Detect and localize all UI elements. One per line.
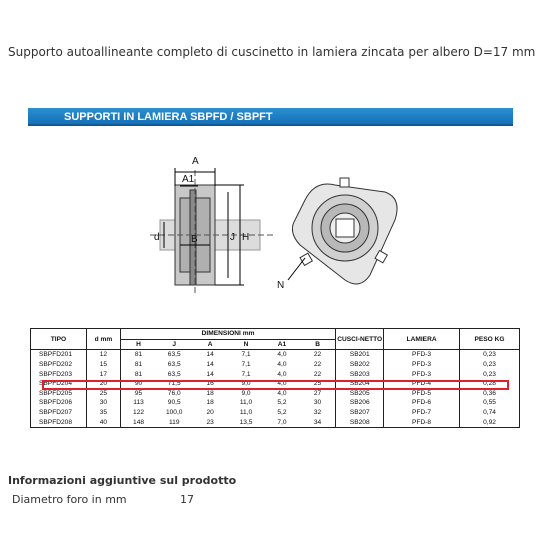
cell-a: 14 <box>206 370 214 378</box>
cell-n: 7,1 <box>241 351 251 359</box>
label-a: A <box>192 156 199 167</box>
specifications-table <box>30 328 520 428</box>
cell-a1: 4,0 <box>277 380 287 388</box>
label-h: H <box>242 232 250 243</box>
technical-drawing <box>140 150 400 300</box>
cell-a1: 4,0 <box>277 361 287 369</box>
subheader-j: J <box>156 339 192 350</box>
cell-j: 119 <box>156 417 192 427</box>
label-j: J <box>230 232 235 243</box>
cell-d: 25 <box>86 389 120 399</box>
cell-d: 17 <box>86 369 120 379</box>
cell-d: 35 <box>86 408 120 418</box>
cell-d: 20 <box>86 379 120 389</box>
page-title: Supporto autoallineante completo di cuscinetto in lamiera zincata per albero D=17 mm <box>8 45 536 59</box>
cell-cuscinetto: SB207 <box>336 408 384 418</box>
cell-h: 90 <box>134 380 143 388</box>
info-title: Informazioni aggiuntive sul prodotto <box>8 474 237 487</box>
table-row <box>31 398 520 408</box>
cell-j: 63,5 <box>167 351 181 359</box>
cell-cuscinetto: SB201 <box>336 350 384 360</box>
cell-a1: 5,2 <box>277 409 287 417</box>
side-view <box>150 168 275 295</box>
cell-cuscinetto: SB208 <box>336 417 384 427</box>
cell-n: 13,5 <box>228 417 264 427</box>
subheader-a1: A1 <box>264 339 300 350</box>
label-b: B <box>191 234 198 245</box>
cell-lamiera: PFD-5 <box>384 389 460 399</box>
cell-a: 14 <box>206 361 214 369</box>
cell-a1: 5,2 <box>277 399 287 407</box>
cell-h: 122 <box>133 409 145 417</box>
cell-d: 12 <box>86 350 120 360</box>
cell-a1: 4,0 <box>277 370 287 378</box>
cell-j: 63,5 <box>167 370 181 378</box>
cell-tipo: SBPFD204 <box>31 379 87 389</box>
cell-h: 81 <box>134 370 143 378</box>
table-row <box>31 408 520 418</box>
cell-j: 76,0 <box>167 389 181 397</box>
section-banner: SUPPORTI IN LAMIERA SBPFD / SBPFT <box>28 108 513 126</box>
cell-d: 30 <box>86 398 120 408</box>
cell-tipo: SBPFD206 <box>31 398 87 408</box>
subheader-h: H <box>120 339 156 350</box>
header-cuscinetto: CUSCI-NETTO <box>336 329 384 350</box>
label-a1: A1 <box>182 174 195 185</box>
table-row <box>31 350 520 360</box>
highlight-box <box>42 380 509 390</box>
cell-n: 7,1 <box>241 370 251 378</box>
cell-peso: 0,36 <box>460 389 520 399</box>
cell-d: 15 <box>86 360 120 370</box>
cell-peso: 0,23 <box>460 369 520 379</box>
cell-cuscinetto: SB206 <box>336 398 384 408</box>
cell-lamiera: PFD-4 <box>384 379 460 389</box>
cell-b: 34 <box>300 417 336 427</box>
cell-tipo: SBPFD203 <box>31 369 87 379</box>
cell-d: 40 <box>86 417 120 427</box>
info-value-diametro: 17 <box>180 493 194 506</box>
header-tipo: TIPO <box>31 329 87 350</box>
subheader-a: A <box>192 339 228 350</box>
cell-a: 14 <box>206 351 214 359</box>
cell-n: 7,1 <box>241 361 251 369</box>
cell-a: 18 <box>206 389 214 397</box>
cell-n: 9,0 <box>241 380 251 388</box>
cell-a1: 7,0 <box>264 417 300 427</box>
cell-j: 63,5 <box>167 361 181 369</box>
table-row <box>31 389 520 399</box>
cell-n: 9,0 <box>241 389 251 397</box>
cell-b: 22 <box>300 369 336 379</box>
cell-h: 81 <box>134 361 143 369</box>
cell-h: 148 <box>120 417 156 427</box>
header-dimensioni: DIMENSIONI mm <box>120 329 335 340</box>
cell-a: 20 <box>206 409 214 417</box>
cell-b: 25 <box>300 379 336 389</box>
cell-cuscinetto: SB205 <box>336 389 384 399</box>
cell-cuscinetto: SB203 <box>336 369 384 379</box>
cell-tipo: SBPFD205 <box>31 389 87 399</box>
cell-lamiera: PFD-8 <box>384 417 460 427</box>
cell-peso: 0,28 <box>460 379 520 389</box>
cell-lamiera: PFD-6 <box>384 398 460 408</box>
info-label-diametro: Diametro foro in mm <box>12 493 127 506</box>
cell-h: 113 <box>133 399 144 407</box>
cell-peso: 0,74 <box>460 408 520 418</box>
cell-lamiera: PFD-3 <box>384 360 460 370</box>
cell-j: 71,5 <box>167 380 181 388</box>
label-d: d <box>154 232 160 243</box>
label-n: N <box>277 280 285 291</box>
header-peso: PESO KG <box>460 329 520 350</box>
cell-b: 30 <box>300 398 336 408</box>
cell-b: 22 <box>300 350 336 360</box>
cell-a: 16 <box>206 380 214 388</box>
cell-a: 23 <box>192 417 228 427</box>
cell-peso: 0,23 <box>460 360 520 370</box>
table-row-highlighted <box>31 369 520 379</box>
cell-peso: 0,55 <box>460 398 520 408</box>
cell-lamiera: PFD-3 <box>384 350 460 360</box>
header-d: d mm <box>86 329 120 350</box>
header-lamiera: LAMIERA <box>384 329 460 350</box>
front-view <box>288 178 397 284</box>
cell-b: 22 <box>300 360 336 370</box>
cell-tipo: SBPFD208 <box>31 417 87 427</box>
cell-lamiera: PFD-3 <box>384 369 460 379</box>
cell-j: 90,5 <box>167 399 181 407</box>
subheader-b: B <box>300 339 336 350</box>
cell-n: 11,0 <box>239 399 253 407</box>
cell-h: 81 <box>134 351 143 359</box>
cell-h: 95 <box>134 389 143 397</box>
cell-b: 27 <box>300 389 336 399</box>
cell-b: 32 <box>300 408 336 418</box>
cell-tipo: SBPFD207 <box>31 408 87 418</box>
cell-tipo: SBPFD201 <box>31 350 87 360</box>
table-row <box>31 360 520 370</box>
cell-a1: 4,0 <box>277 351 287 359</box>
cell-cuscinetto: SB204 <box>336 379 384 389</box>
cell-peso: 0,23 <box>460 350 520 360</box>
cell-peso: 0,92 <box>460 417 520 427</box>
cell-a: 18 <box>206 399 214 407</box>
cell-lamiera: PFD-7 <box>384 408 460 418</box>
cell-cuscinetto: SB202 <box>336 360 384 370</box>
table-row <box>31 417 520 427</box>
cell-n: 11,0 <box>239 409 253 417</box>
cell-j: 100,0 <box>165 409 183 417</box>
cell-a1: 4,0 <box>277 389 287 397</box>
subheader-n: N <box>228 339 264 350</box>
cell-tipo: SBPFD202 <box>31 360 87 370</box>
